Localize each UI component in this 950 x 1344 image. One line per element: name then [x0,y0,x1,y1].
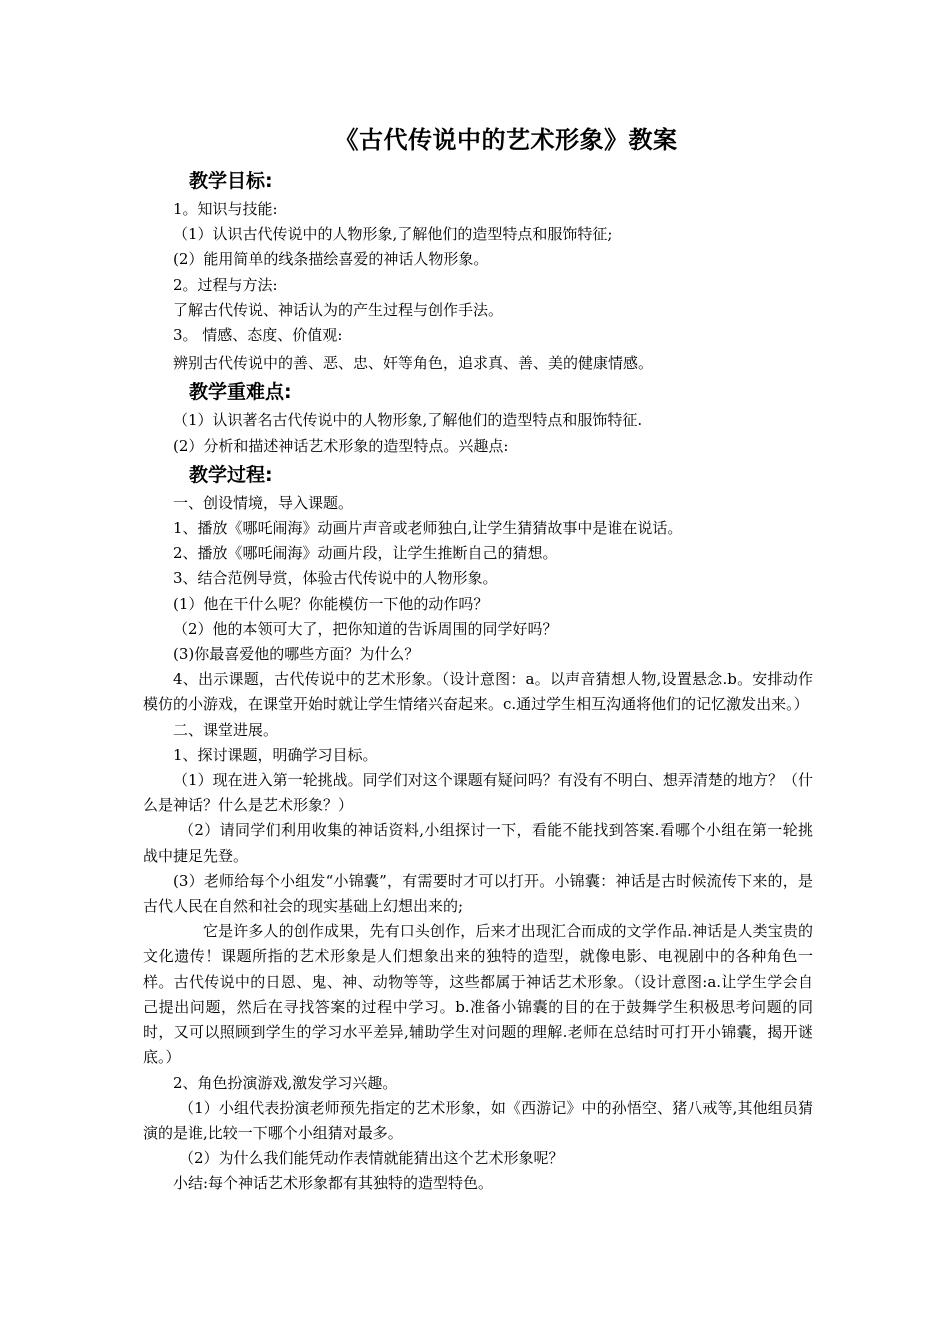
paragraph: 了解古代传说、神话认为的产生过程与创作手法。 [173,300,504,319]
paragraph: 辨别古代传说中的善、恶、忠、奸等角色，追求真、善、美的健康情感。 [173,354,654,373]
paragraph: 二、课堂进展。 [173,720,279,739]
paragraph: （2）为什么我们能凭动作表情就能猜出这个艺术形象呢？ [179,1149,564,1168]
paragraph: 4、出示课题，古代传说中的艺术形象。（设计意图：a。以声音猜想人物,设置悬念.b。安排动作模仿的小游戏，在课堂开始时就让学生情绪兴奋起来。c.通过学生相互沟通将他们的记忆激发出来。） [143,670,813,714]
paragraph: (3）老师给每个小组发“小锦囊”，有需要时才可以打开。小锦囊：神话是古时候流传下来的，是古代人民在自然和社会的现实基础上幻想出来的; [143,871,813,916]
paragraph: 3、结合范例导赏，体验古代传说中的人物形象。 [173,569,498,588]
section-heading-process: 教学过程: [189,463,273,486]
paragraph: 2、角色扮演游戏,激发学习兴趣。 [173,1073,398,1092]
paragraph: 3。 情感、态度、价值观: [173,326,343,345]
paragraph: （1）现在进入第一轮挑战。同学们对这个课题有疑问吗？有没有不明白、想弄清楚的地方？（什么是神话？什么是艺术形象？） [143,771,813,815]
paragraph: （2）他的本领可大了，把你知道的告诉周围的同学好吗？ [173,619,558,638]
paragraph: （1）小组代表扮演老师预先指定的艺术形象，如《西游记》中的孙悟空、猪八戒等,其他组员猜演的是谁,比较一下哪个小组猜对最多。 [143,1098,813,1142]
paragraph: (2）能用简单的线条描绘喜爱的神话人物形象。 [173,250,489,269]
paragraph: 2、播放《哪吒闹海》动画片段，让学生推断自己的猜想。 [173,544,558,563]
paragraph: 1、探讨课题，明确学习目标。 [173,745,378,764]
paragraph: 小结:每个神话艺术形象都有其独特的造型特色。 [173,1174,494,1193]
paragraph: 1。知识与技能: [173,200,278,218]
document-body [143,165,813,1197]
paragraph: 一、创设情境，导入课题。 [173,493,354,512]
paragraph: (1）他在干什么呢？你能模仿一下他的动作吗？ [173,594,489,613]
paragraph: (2）分析和描述神话艺术形象的造型特点。兴趣点: [173,436,509,455]
paragraph: 它是许多人的创作成果，先有口头创作，后来才出现汇合而成的文学作品.神话是人类宝贵的文化遗传！课题所指的艺术形象是人们想象出来的独特的造型，就像电影、电视剧中的各种角色一样。古代传说中的日恩、鬼、神、动物等等，这些都属于神话艺术形象。（设计意图:a.让学生学会自己提出问题，然后在寻找答案的过程中学习。b.准备小锦囊的目的在于鼓舞学生积极思考问题的同时，又可以照顾到学生的学习水平差异,辅助学生对问题的理解.老师在总结时可打开小锦囊，揭开谜底。） [143,922,813,1067]
paragraph: (3)你最喜爱他的哪些方面？为什么？ [173,645,420,664]
section-heading-objectives: 教学目标: [189,170,273,192]
paragraph: （1）认识古代传说中的人物形象,了解他们的造型特点和服饰特征; [173,225,613,244]
section-heading-key-points: 教学重难点: [189,381,292,404]
paragraph: 1、播放《哪吒闹海》动画片声音或老师独白,让学生猜猜故事中是谁在说话。 [173,519,683,538]
paragraph: （2）请同学们利用收集的神话资料,小组探讨一下，看能不能找到答案.看哪个小组在第一轮挑战中捷足先登。 [143,821,813,865]
paragraph: （1）认识著名古代传说中的人物形象,了解他们的造型特点和服饰特征. [173,411,643,430]
document-title: 《古代传说中的艺术形象》教案 [334,125,678,154]
paragraph: 2。过程与方法: [173,275,278,294]
